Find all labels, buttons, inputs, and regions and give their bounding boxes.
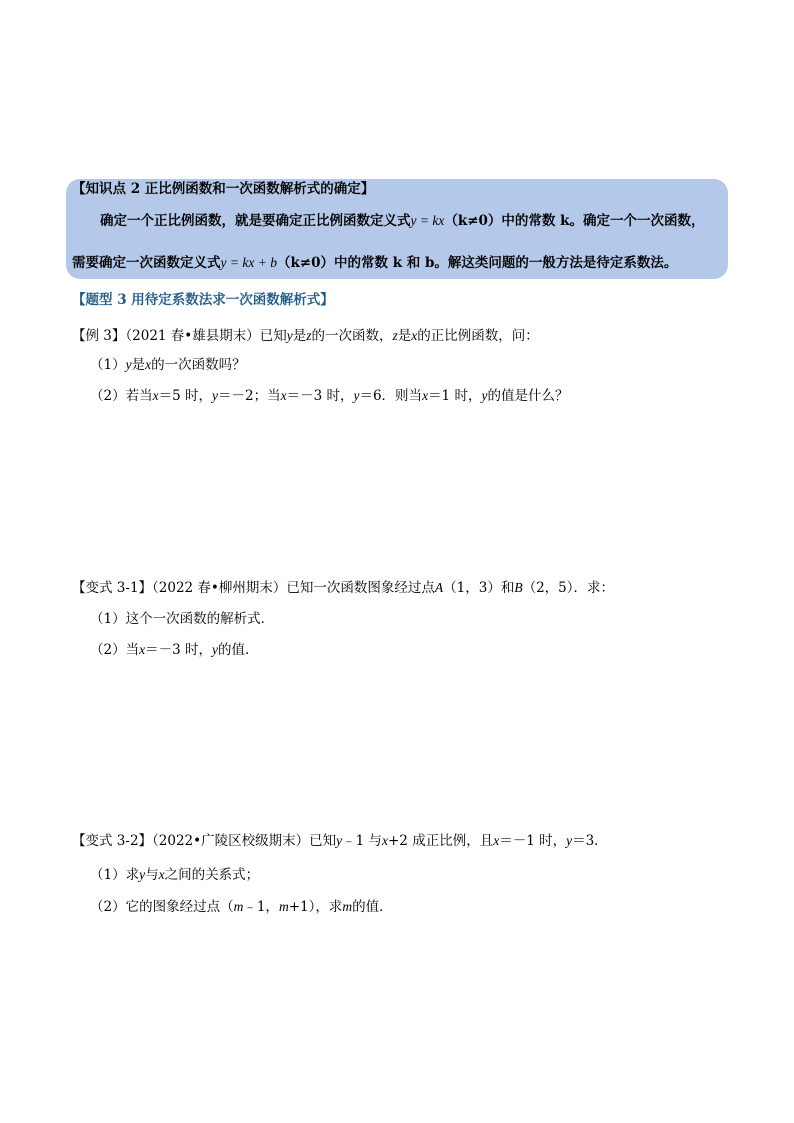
example-label: 【例 3】 — [72, 328, 126, 344]
variant-3-2-question-1: （1）求y与x之间的关系式； — [90, 867, 260, 883]
knowledge-line-2: 需要确定一次函数定义式y = kx + b（k≠0）中的常数 k 和 b。解这类问题的一般方法是待定系数法。 — [72, 255, 678, 271]
formula-proportional: y = kx — [410, 213, 445, 228]
knowledge-title: 【知识点 2 正比例函数和一次函数解析式的确定】 — [72, 181, 375, 197]
example-3-question-1: （1）y是x的一次函数吗？ — [90, 357, 246, 373]
section-title: 【题型 3 用待定系数法求一次函数解析式】 — [72, 292, 334, 308]
variant-source: （2022•广陵区校级期末） — [152, 833, 310, 849]
example-3-stem: 【例 3】（2021 春•雄县期末）已知y是z的一次函数，z是x的正比例函数，问： — [72, 328, 539, 344]
example-source: （2021 春•雄县期末） — [125, 328, 260, 344]
variant-label: 【变式 3-2】 — [72, 833, 153, 849]
variant-3-1-question-1: （1）这个一次函数的解析式． — [90, 611, 275, 627]
variant-3-2-stem: 【变式 3-2】（2022•广陵区校级期末）已知y﹣1 与x+2 成正比例，且x＝－1 时，y＝3． — [72, 833, 608, 849]
knowledge-line-1: 确定一个正比例函数，就是要确定正比例函数定义式y = kx（k≠0）中的常数 k。确定一个一次函数， — [100, 213, 705, 229]
variant-3-1-question-2: （2）当x＝－3 时，y的值． — [90, 642, 259, 658]
variant-label: 【变式 3-1】 — [72, 580, 153, 596]
formula-linear: y = kx + b — [220, 255, 277, 270]
variant-3-2-question-2: （2）它的图象经过点（m﹣1，m+1），求m的值． — [90, 899, 393, 915]
example-3-question-2: （2）若当x＝5 时，y＝－2；当x＝－3 时，y＝6．则当x＝1 时，y的值是什么？ — [90, 388, 569, 404]
variant-3-1-stem: 【变式 3-1】（2022 春•柳州期末）已知一次函数图象经过点A（1，3）和B（2，5）．求： — [72, 580, 615, 596]
variant-source: （2022 春•柳州期末） — [152, 580, 287, 596]
